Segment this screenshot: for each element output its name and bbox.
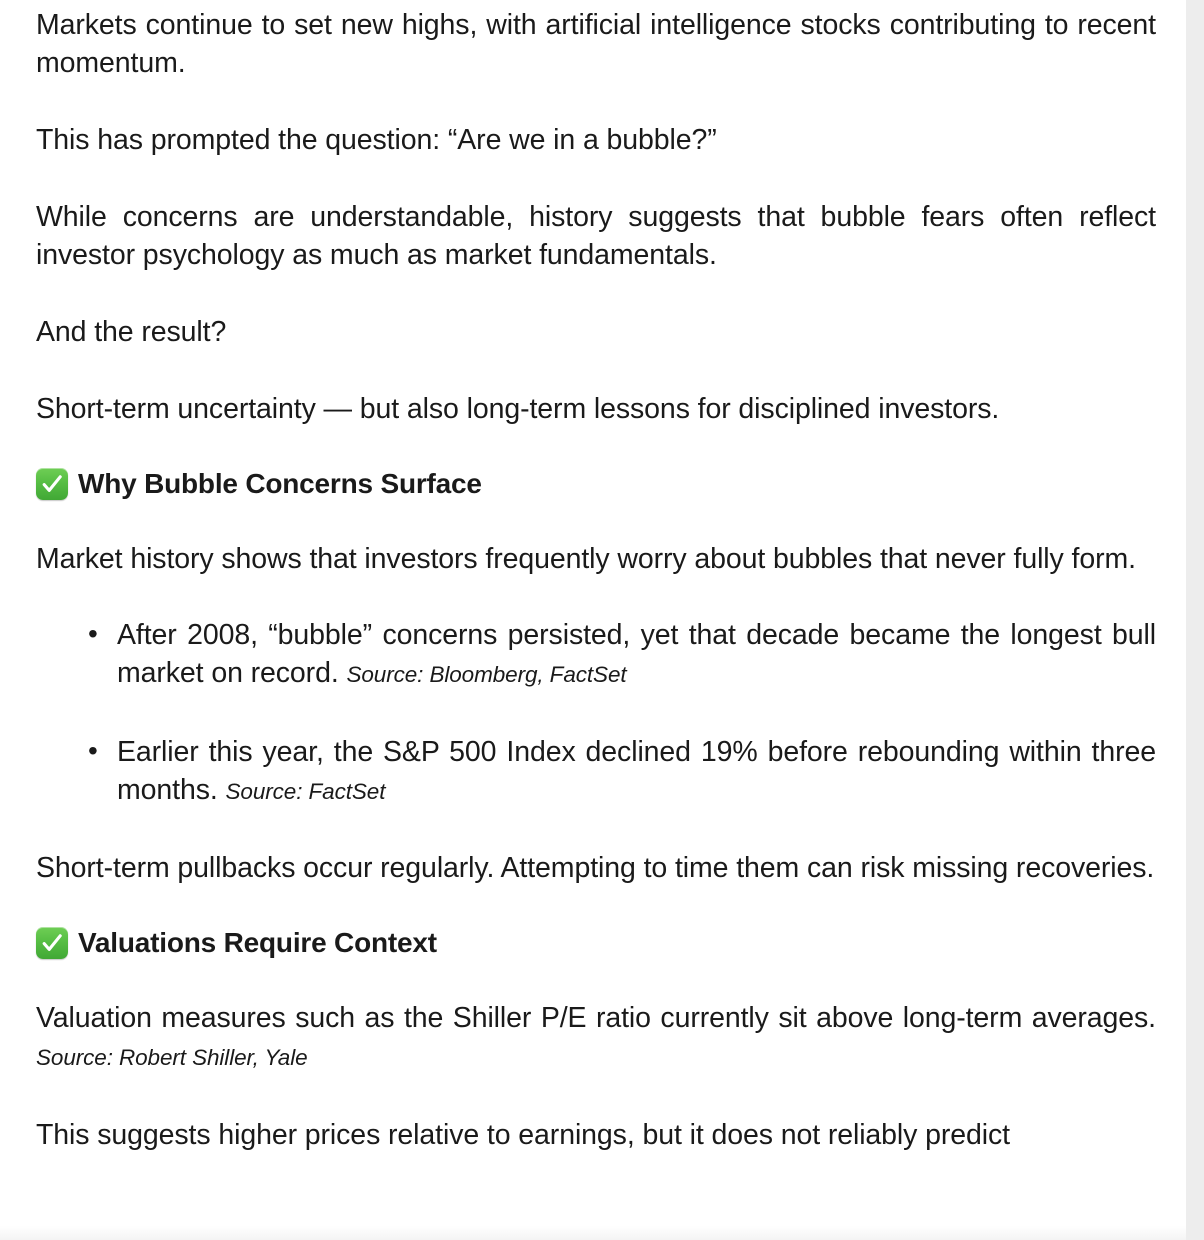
heading-spacer	[36, 502, 1156, 540]
heading-spacer	[36, 428, 1156, 466]
paragraph-higher-prices: This suggests higher prices relative to earnings, but it does not reliably predict	[36, 1119, 1010, 1151]
paragraph-result-answer: Short-term uncertainty — but also long-term lessons for disciplined investors.	[36, 393, 1000, 425]
paragraph-spacer	[36, 1077, 1156, 1116]
paragraph-valuation-text: Valuation measures such as the Shiller P/E ratio currently sit above long-term averages.	[36, 1002, 1156, 1034]
paragraph-spacer	[36, 159, 1156, 198]
paragraph-valuation-measures	[36, 999, 1156, 1077]
page-gutter	[1186, 0, 1204, 1240]
paragraph-pullbacks: Short-term pullbacks occur regularly. Attempting to time them can risk missing recoveries.	[36, 852, 1155, 884]
heading-label: Valuations Require Context	[78, 927, 437, 958]
list-item	[36, 733, 1156, 811]
paragraph-valuation-source: Source: Robert Shiller, Yale	[36, 1045, 308, 1070]
paragraph-result-question: And the result?	[36, 316, 227, 348]
paragraph-question: This has prompted the question: “Are we in a bubble?”	[36, 124, 717, 156]
heading-label: Why Bubble Concerns Surface	[78, 468, 482, 499]
paragraph-spacer	[36, 82, 1156, 121]
list-item-source: Source: FactSet	[225, 779, 386, 804]
white-check-mark-icon	[36, 468, 68, 500]
list-item-text: Earlier this year, the S&P 500 Index declined 19% before rebounding within three months.	[117, 736, 1156, 806]
paragraph-spacer	[36, 961, 1156, 999]
list-item	[36, 616, 1156, 694]
white-check-mark-icon	[36, 927, 68, 959]
paragraph-spacer	[36, 274, 1156, 313]
paragraph-intro: Markets continue to set new highs, with artificial intelligence stocks contributing to recent momentum.	[36, 9, 1156, 79]
paragraph-spacer	[36, 351, 1156, 390]
list-spacer	[36, 578, 1156, 616]
list-item-gap	[36, 694, 1156, 733]
bottom-cutoff-fade	[0, 1226, 1186, 1240]
list-item-source: Source: Bloomberg, FactSet	[346, 662, 627, 687]
paragraph-concerns: While concerns are understandable, history suggests that bubble fears often reflect investor psychology as much as market fundamentals.	[36, 201, 1156, 271]
heading-why-bubble-concerns-surface	[36, 466, 1156, 502]
paragraph-market-history: Market history shows that investors frequently worry about bubbles that never fully form.	[36, 543, 1136, 575]
heading-valuations-require-context	[36, 925, 1156, 961]
heading-spacer	[36, 887, 1156, 925]
bubble-evidence-list	[36, 616, 1156, 811]
list-item-text: After 2008, “bubble” concerns persisted, yet that decade became the longest bull market on record.	[117, 619, 1156, 689]
paragraph-spacer	[36, 811, 1156, 849]
